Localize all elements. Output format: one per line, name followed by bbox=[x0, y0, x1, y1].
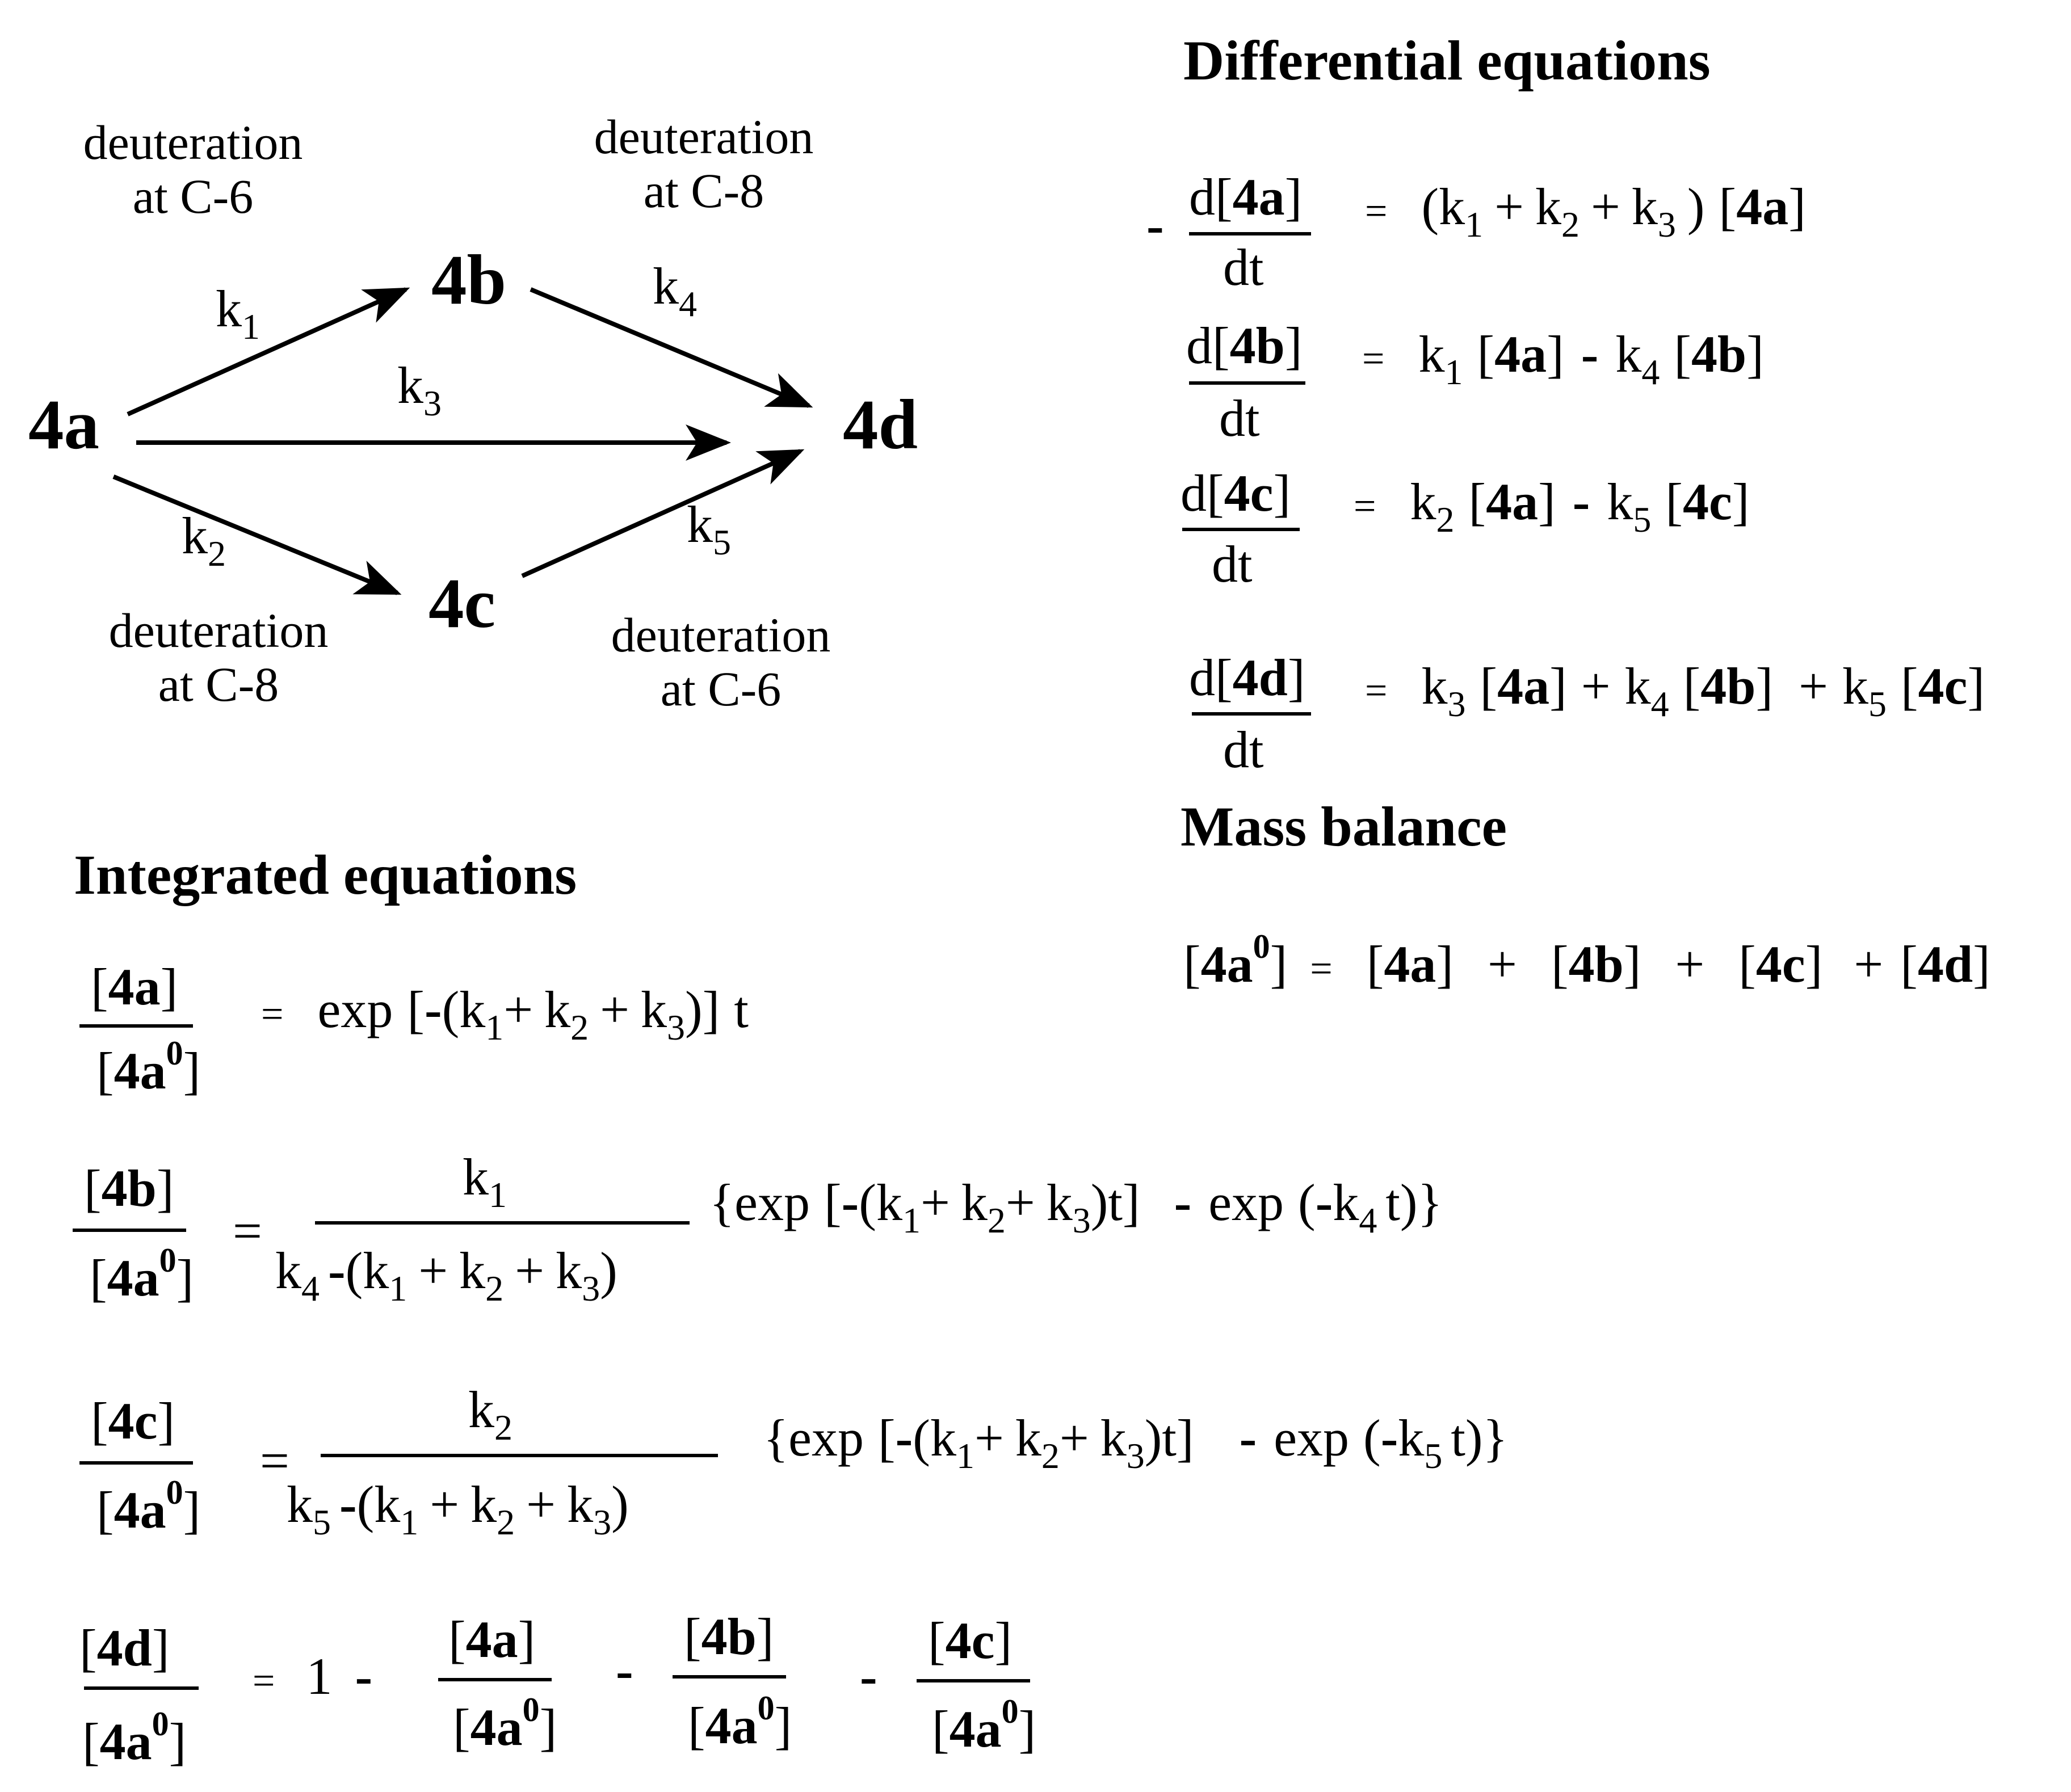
mass-balance-equation: $[4a^0] = [4a] + [4b] + [4c] + [4d]$ bbox=[1183, 928, 1990, 993]
lhs-denominator: $[4a^0]$ bbox=[90, 1242, 194, 1307]
rhs: = $k_1$ $[4a] - k_4$ [4b] bbox=[1362, 325, 1764, 392]
lhs-numerator: [4d] bbox=[79, 1619, 170, 1677]
node-4c: 4c bbox=[429, 565, 495, 643]
rate-k1: $k_1$ bbox=[216, 280, 260, 347]
numerator: d[4c] bbox=[1181, 464, 1291, 522]
denominator: $[4a^0]$ bbox=[96, 1034, 201, 1100]
node-4d: 4d bbox=[843, 386, 918, 464]
brace-term: {exp $[-(k_1+ k_2+ k_3)t] - \exp (-k_4$ t)} bbox=[709, 1173, 1443, 1240]
integrated-eq-4b bbox=[73, 1148, 1443, 1309]
equals: = bbox=[233, 1202, 262, 1260]
lhs-denominator: $[4a^0]$ bbox=[96, 1474, 201, 1539]
heading-differential-equations: Differential equations bbox=[1183, 29, 1711, 92]
minus-2: - bbox=[616, 1642, 633, 1700]
term-4c-numerator: [4c] bbox=[928, 1612, 1013, 1669]
heading-integrated-equations: Integrated equations bbox=[74, 843, 577, 906]
note-deuteration-c8-lower: deuteration at C-8 bbox=[108, 603, 329, 712]
rhs: = $k_3$ $[4a] + k_4$ $[4b] + k_5$ [4c] bbox=[1365, 657, 1985, 724]
node-4b: 4b bbox=[431, 241, 507, 319]
term-4c-denominator: $[4a^0]$ bbox=[932, 1693, 1036, 1758]
coef-numerator: $k_2$ bbox=[468, 1381, 513, 1448]
note-deuteration-c6-lower: deuteration at C-6 bbox=[611, 608, 831, 716]
equals: = bbox=[260, 1432, 289, 1490]
lhs-numerator: [4b] bbox=[84, 1159, 174, 1217]
term-4b-numerator: [4b] bbox=[684, 1608, 774, 1665]
note-deuteration-c6-upper: deuteration at C-6 bbox=[83, 115, 303, 224]
denominator: dt bbox=[1212, 535, 1253, 593]
rate-k5: $k_5$ bbox=[687, 495, 731, 562]
numerator: d[4b] bbox=[1186, 317, 1303, 375]
diff-eq-4d bbox=[1189, 649, 1985, 779]
integrated-eq-4a bbox=[79, 958, 749, 1100]
note-deuteration-c8-upper: deuteration at C-8 bbox=[594, 110, 814, 218]
coef-denominator: $k_4$ $-(k_1 + k_2 + k_3)$ bbox=[275, 1242, 617, 1309]
heading-mass-balance: Mass balance bbox=[1181, 795, 1507, 858]
rate-k3: $k_3$ bbox=[397, 356, 442, 423]
term-4a-numerator: [4a] bbox=[448, 1610, 536, 1668]
term-4a-denominator: $[4a^0]$ bbox=[453, 1691, 557, 1756]
rate-k4: $k_4$ bbox=[653, 257, 697, 324]
denominator: dt bbox=[1223, 238, 1264, 296]
rhs-one: = 1 - bbox=[253, 1647, 373, 1705]
term-4b-denominator: $[4a^0]$ bbox=[688, 1689, 792, 1755]
coef-numerator: $k_1$ bbox=[463, 1148, 507, 1215]
integrated-eq-4c bbox=[79, 1381, 1508, 1542]
rhs: = ($k_1 + k_2 + k_3$ ) [4a] bbox=[1365, 178, 1806, 245]
arrow-k5 bbox=[522, 451, 800, 576]
denominator: dt bbox=[1219, 389, 1260, 447]
brace-term: {exp $[-(k_1+ k_2+ k_3)t] - \exp (-k_5$ t)} bbox=[763, 1409, 1508, 1476]
integrated-equations bbox=[73, 843, 1508, 1770]
mass-balance bbox=[1181, 795, 1990, 993]
lhs-denominator: $[4a^0]$ bbox=[82, 1705, 187, 1770]
differential-equations bbox=[1146, 29, 1985, 779]
lhs-numerator: [4c] bbox=[91, 1392, 175, 1450]
coef-denominator: $k_5$ $-(k_1 + k_2 + k_3)$ bbox=[287, 1475, 629, 1542]
diff-eq-4a bbox=[1146, 168, 1806, 296]
rhs: = $k_2$ $[4a] - k_5$ [4c] bbox=[1354, 473, 1750, 540]
arrow-k2 bbox=[114, 477, 397, 593]
rhs: = $\exp [-(k_1+ k_2 + k_3)]$ t bbox=[261, 981, 749, 1048]
numerator: d[4a] bbox=[1189, 168, 1303, 226]
arrow-k1 bbox=[128, 289, 406, 414]
leading-minus: - bbox=[1146, 196, 1164, 254]
minus-3: - bbox=[860, 1647, 877, 1705]
denominator: dt bbox=[1223, 721, 1264, 779]
integrated-eq-4d bbox=[79, 1608, 1036, 1770]
diff-eq-4b bbox=[1186, 317, 1764, 447]
rate-k2: $k_2$ bbox=[182, 507, 226, 574]
node-4a: 4a bbox=[28, 386, 99, 464]
numerator: [4a] bbox=[91, 958, 178, 1016]
diff-eq-4c bbox=[1181, 464, 1750, 593]
reaction-scheme bbox=[28, 110, 918, 716]
numerator: d[4d] bbox=[1189, 649, 1305, 706]
